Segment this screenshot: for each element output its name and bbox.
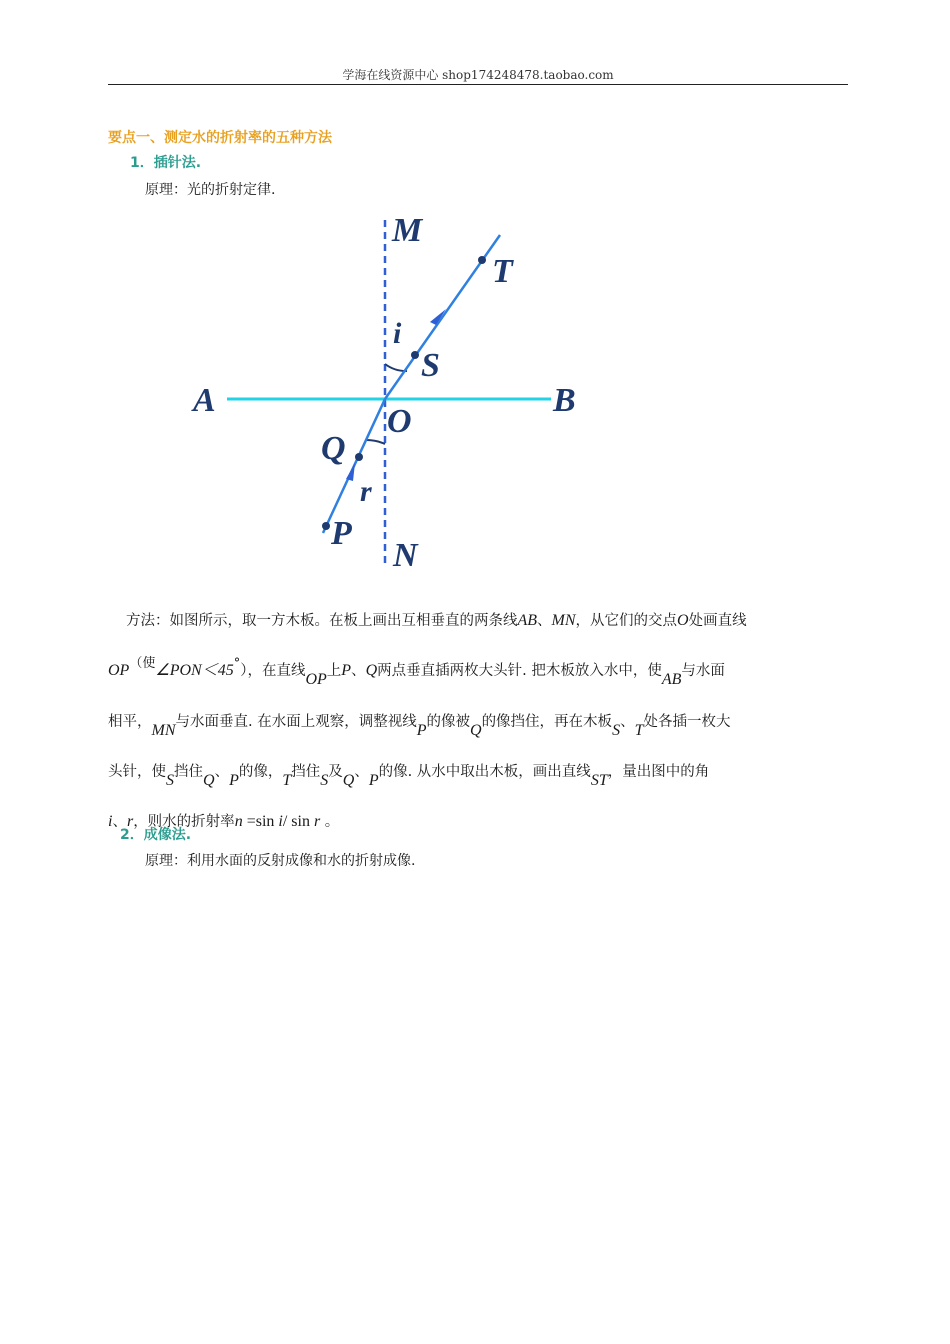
label-n: N xyxy=(393,537,418,574)
text-fragment: r xyxy=(313,813,321,830)
text-fragment: 、 xyxy=(112,814,127,830)
text-fragment: 、 xyxy=(537,613,552,629)
method1-principle: 原理：光的折射定律. xyxy=(145,182,276,198)
method2-principle: 原理：利用水面的反射成像和水的折射成像. xyxy=(145,853,416,869)
text-fragment: ST xyxy=(590,772,608,789)
text-fragment: 的像被 xyxy=(426,714,470,730)
text-fragment: S xyxy=(612,722,621,739)
method-line-2 xyxy=(108,646,850,697)
method-line-4 xyxy=(108,747,850,797)
label-b: B xyxy=(553,382,576,419)
text-fragment: OP xyxy=(108,662,130,679)
point-t xyxy=(478,256,486,264)
text-fragment: T xyxy=(282,772,292,789)
text-fragment: 、 xyxy=(354,764,369,780)
text-fragment: MN xyxy=(151,722,176,739)
method1-title: 1．插针法. xyxy=(130,155,202,171)
angle-arc-r xyxy=(367,440,385,444)
text-fragment: P xyxy=(416,722,427,739)
text-fragment: P xyxy=(368,772,379,789)
text-fragment: 处画直线 xyxy=(688,613,747,629)
text-fragment: ，从它们的交点 xyxy=(575,613,678,629)
text-fragment: S xyxy=(166,772,174,789)
text-fragment: 及 xyxy=(328,764,343,780)
point-p xyxy=(322,522,330,530)
header-rule xyxy=(108,84,848,85)
text-fragment: 的像， xyxy=(238,764,283,780)
label-q: Q xyxy=(321,430,346,467)
text-fragment: MN xyxy=(551,612,576,629)
text-fragment: AB xyxy=(661,671,682,688)
section-title: 要点一、测定水的折射率的五种方法 xyxy=(108,130,332,146)
label-p: P xyxy=(331,515,352,552)
text-fragment: 挡住 xyxy=(291,764,321,780)
text-fragment: ），在直线 xyxy=(240,663,306,679)
text-fragment: AB xyxy=(517,612,538,629)
angle-arc-i xyxy=(385,364,407,371)
label-s: S xyxy=(421,347,440,384)
text-fragment: 、 xyxy=(214,764,230,780)
text-fragment: 上 xyxy=(326,663,342,679)
text-fragment: P xyxy=(229,772,239,789)
label-r: r xyxy=(360,475,372,508)
text-fragment: i xyxy=(108,813,113,830)
text-fragment: 的像. 从水中取出木板，画出直线 xyxy=(378,764,591,780)
label-o: O xyxy=(387,403,412,440)
text-fragment: 。 xyxy=(320,814,340,830)
text-fragment: 头针，使 xyxy=(108,764,166,780)
text-fragment: i xyxy=(278,813,283,830)
text-fragment: 两点垂直插两枚大头针. 把木板放入水中，使 xyxy=(377,663,662,679)
text-fragment: 与水面 xyxy=(681,663,725,679)
text-fragment: 相平， xyxy=(108,714,152,730)
text-fragment: 方法：如图所示，取一方木板。在板上画出互相垂直的两条线 xyxy=(126,613,518,629)
text-fragment: 、 xyxy=(620,714,635,730)
text-fragment: 处各插一枚大 xyxy=(643,714,731,730)
text-fragment: 与水面垂直. 在水面上观察，调整视线 xyxy=(175,714,417,730)
label-a: A xyxy=(193,382,216,419)
text-fragment: OP xyxy=(305,671,327,688)
text-fragment: / sin xyxy=(282,813,314,830)
text-fragment: ∠PON＜45 xyxy=(155,662,234,679)
text-fragment: O xyxy=(677,612,689,629)
page-header: 学海在线资源中心 shop174248478.taobao.com xyxy=(342,68,614,82)
method-line-1 xyxy=(108,596,850,646)
text-fragment: （使 xyxy=(129,656,156,671)
text-fragment: Q xyxy=(470,722,482,739)
text-fragment: Q xyxy=(203,772,215,789)
label-i: i xyxy=(393,317,402,350)
text-fragment: Q xyxy=(365,662,378,679)
text-fragment: P xyxy=(341,662,352,679)
arrow-lower xyxy=(346,463,355,481)
method-line-3 xyxy=(108,697,850,747)
text-fragment: ，量出图中的角 xyxy=(607,764,710,780)
point-s xyxy=(411,351,419,359)
label-t: T xyxy=(492,253,513,290)
text-fragment: 、 xyxy=(351,663,366,679)
method-line-5 xyxy=(108,797,850,847)
label-m: M xyxy=(392,212,423,249)
text-fragment: n xyxy=(234,813,243,830)
text-fragment: =sin xyxy=(242,813,279,830)
method1-description xyxy=(108,596,850,847)
method2-title: 2．成像法. xyxy=(120,827,192,843)
text-fragment: r xyxy=(126,813,134,830)
text-fragment: S xyxy=(320,772,329,789)
text-fragment: ，则水的折射率 xyxy=(133,814,235,830)
point-q xyxy=(355,453,363,461)
text-fragment: T xyxy=(634,722,644,739)
text-fragment: Q xyxy=(342,772,355,789)
refraction-diagram xyxy=(185,208,605,578)
text-fragment: 的像挡住，再在木板 xyxy=(481,714,613,730)
text-fragment: ° xyxy=(233,656,241,671)
text-fragment: 挡住 xyxy=(174,764,203,780)
